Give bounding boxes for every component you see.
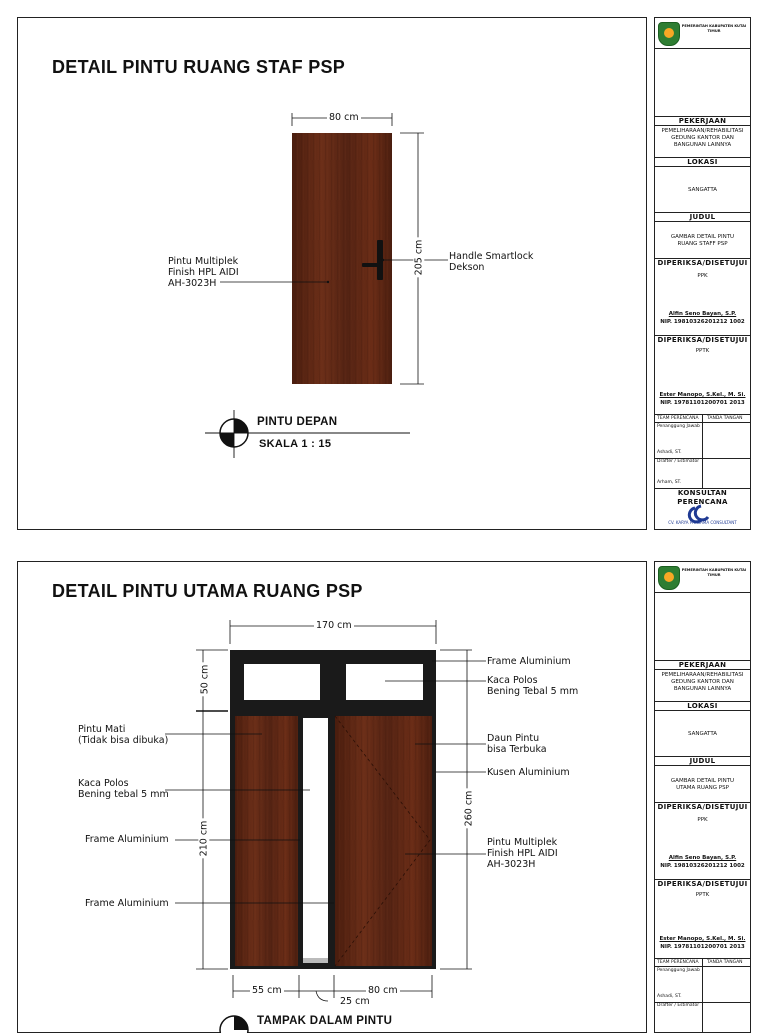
tb1-nip1: NIP. 19810326201212 1002 <box>660 319 745 325</box>
label-glass-strip: Kaca Polos Bening tebal 5 mm <box>78 778 169 800</box>
tb1-sign: TANDA TANGAN <box>707 416 743 421</box>
door-1-material-label: Pintu Multiplek Finish HPL AIDI AH-3023H <box>168 256 239 289</box>
label-frame-top: Frame Aluminium <box>487 656 571 667</box>
label-leaf: Daun Pintu bisa Terbuka <box>487 733 547 755</box>
label-glass-top: Kaca Polos Bening Tebal 5 mm <box>487 675 579 697</box>
tb1-name-b: Arham, ST. <box>657 480 682 485</box>
regency-seal-2-icon <box>658 566 680 590</box>
door-1-width-dim: 80 cm <box>329 112 359 123</box>
door-2-total-width: 170 cm <box>316 620 352 631</box>
door-1-handle-label: Handle Smartlock Dekson <box>449 251 534 273</box>
tb1-drafter: Drafter / Estimator <box>657 459 700 464</box>
tb2-pekerjaan-header: PEKERJAAN <box>655 660 750 670</box>
tb2-judul: GAMBAR DETAIL PINTU UTAMA RUANG PSP <box>655 765 750 801</box>
label-fixed-panel: Pintu Mati (Tidak bisa dibuka) <box>78 724 169 746</box>
door-1-caption-scale: SKALA 1 : 15 <box>259 438 332 450</box>
tb2-team: TEAM PERENCANA <box>657 960 699 965</box>
tb2-dis1: PPK <box>697 817 708 823</box>
tb1-person1: Alfin Seno Bayan, S.P. <box>668 311 737 317</box>
tb2-sign: TANDA TANGAN <box>707 960 743 965</box>
door-2-top-height: 50 cm <box>199 664 211 695</box>
door-1-caption-name: PINTU DEPAN <box>257 416 338 428</box>
tb1-dis1-header: DIPERIKSA/DISETUJUI <box>655 258 750 268</box>
tb1-dis2-header: DIPERIKSA/DISETUJUI <box>655 335 750 345</box>
tb2-pekerjaan: PEMELIHARAAN/REHABILITASI GEDUNG KANTOR DAN BANGUNAN LAINNYA <box>655 669 750 702</box>
label-frame-bottom: Frame Aluminium <box>85 898 169 909</box>
door-2-total-height: 260 cm <box>463 790 475 827</box>
agency-name: PEMERINTAH KABUPATEN KUTAI TIMUR <box>681 24 747 33</box>
tb1-team: TEAM PERENCANA <box>657 416 699 421</box>
tb1-judul: GAMBAR DETAIL PINTU RUANG STAFF PSP <box>655 221 750 257</box>
top-glass-right <box>346 664 423 700</box>
tb1-name-a: Ashadi, ST. <box>657 450 682 455</box>
label-kusen: Kusen Aluminium <box>487 767 570 778</box>
tb1-lokasi: SANGATTA <box>655 166 750 213</box>
glass-strip <box>303 718 328 961</box>
tb1-dis2: PPTK <box>695 348 710 354</box>
tb2-pj: Penanggung Jawab <box>657 968 700 973</box>
tb2-name-a: Ashadi, ST. <box>657 994 682 999</box>
tb1-konsultan-header: KONSULTAN PERENCANA <box>655 488 750 498</box>
tb1-pekerjaan-header: PEKERJAAN <box>655 116 750 126</box>
door-2-caption-name: TAMPAK DALAM PINTU <box>257 1015 393 1027</box>
title-block-2 <box>654 561 751 1033</box>
tb2-drafter: Drafter / Estimator <box>657 1003 700 1008</box>
tb2-dis1-header: DIPERIKSA/DISETUJUI <box>655 802 750 812</box>
tb1-lokasi-header: LOKASI <box>655 157 750 167</box>
door-2-w3: 80 cm <box>368 985 398 996</box>
door-2-w1: 55 cm <box>252 985 282 996</box>
tb1-konsultan: CV. KARYA PRASAMA CONSULTANT <box>668 520 737 525</box>
tb1-judul-header: JUDUL <box>655 212 750 222</box>
sheet-1-title: DETAIL PINTU RUANG STAF PSP <box>52 57 346 77</box>
sheet-2-title: DETAIL PINTU UTAMA RUANG PSP <box>52 581 363 601</box>
door-1-height-dim: 205 cm <box>413 239 425 276</box>
tb1-pekerjaan: PEMELIHARAAN/REHABILITASI GEDUNG KANTOR DAN BANGUNAN LAINNYA <box>655 125 750 158</box>
tb2-nip2: NIP. 19781101200701 2013 <box>660 944 745 950</box>
tb2-judul-header: JUDUL <box>655 756 750 766</box>
tb2-person1: Alfin Seno Bayan, S.P. <box>668 855 737 861</box>
tb1-person2: Ester Manopo, S.Kel., M. Si. <box>659 392 746 398</box>
door-2-w2: 25 cm <box>340 996 370 1007</box>
tb1-pj: Penanggung Jawab <box>657 424 700 429</box>
tb2-lokasi-header: LOKASI <box>655 701 750 711</box>
tb2-dis2: PPTK <box>695 892 710 898</box>
tb1-dis1: PPK <box>697 273 708 279</box>
tb2-lokasi: SANGATTA <box>655 710 750 757</box>
tb2-nip1: NIP. 19810326201212 1002 <box>660 863 745 869</box>
door-2-door-height: 210 cm <box>198 820 210 857</box>
tb2-person2: Ester Manopo, S.Kel., M. Si. <box>659 936 746 942</box>
label-multiplek: Pintu Multiplek Finish HPL AIDI AH-3023H <box>487 837 558 870</box>
label-frame-mid: Frame Aluminium <box>85 834 169 845</box>
agency-name-2: PEMERINTAH KABUPATEN KUTAI TIMUR <box>681 568 747 577</box>
top-glass-left <box>244 664 320 700</box>
tb1-nip2: NIP. 19781101200701 2013 <box>660 400 745 406</box>
tb2-dis2-header: DIPERIKSA/DISETUJUI <box>655 879 750 889</box>
